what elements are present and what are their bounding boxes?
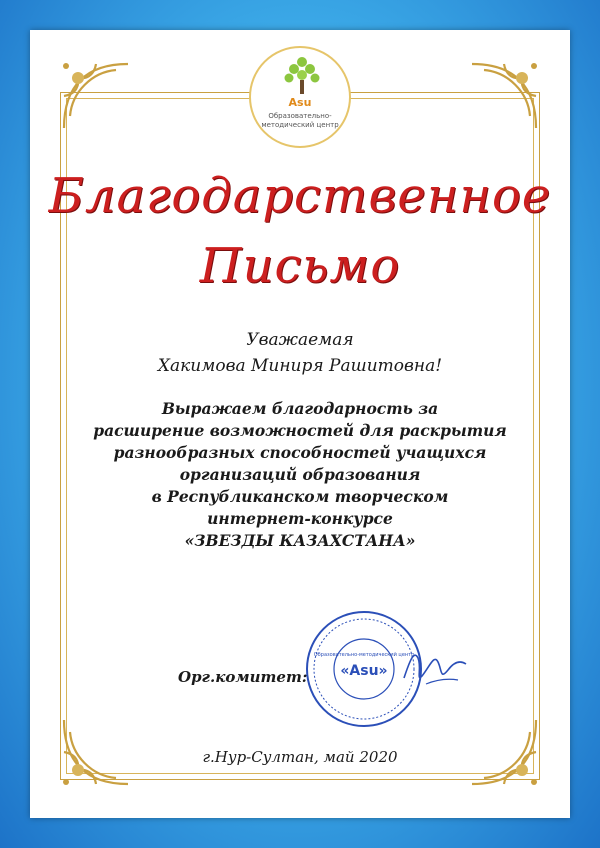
- message-line: организаций образования: [179, 465, 421, 484]
- message-line: Выражаем благодарность за: [161, 399, 439, 418]
- logo-badge: [249, 46, 351, 148]
- gold-ornament-top-left-icon: [56, 56, 136, 136]
- logo-subtitle-line2: методический центр: [261, 121, 339, 129]
- message-line: в Республиканском творческом: [151, 487, 449, 506]
- message-line: интернет-конкурсе: [207, 509, 393, 528]
- message-paragraph: [0, 398, 600, 552]
- handwritten-signature-icon: [400, 640, 470, 690]
- salutation: Уважаемая: [246, 330, 354, 350]
- message-line: «ЗВЕЗДЫ КАЗАХСТАНА»: [184, 531, 416, 550]
- title-line2: Письмо: [199, 238, 401, 294]
- place-and-date: г.Нур-Султан, май 2020: [202, 748, 398, 766]
- logo-subtitle: [251, 112, 349, 130]
- stamp-inner-text: Образовательно-методический центр: [313, 652, 415, 658]
- tree-logo-icon: [284, 56, 320, 96]
- logo-brand: Asu: [288, 96, 312, 109]
- org-committee-label: Орг.комитет:: [178, 668, 308, 686]
- message-line: расширение возможностей для раскрытия: [93, 421, 507, 440]
- gold-ornament-top-right-icon: [464, 56, 544, 136]
- stamp-center-text: «Asu»: [340, 663, 388, 679]
- logo-subtitle-line1: Образовательно-: [268, 112, 332, 120]
- message-line: разнообразных способностей учащихся: [113, 443, 487, 462]
- recipient-name: Хакимова Миниря Рашитовна!: [157, 356, 443, 376]
- title-line1: Благодарственное: [48, 168, 552, 224]
